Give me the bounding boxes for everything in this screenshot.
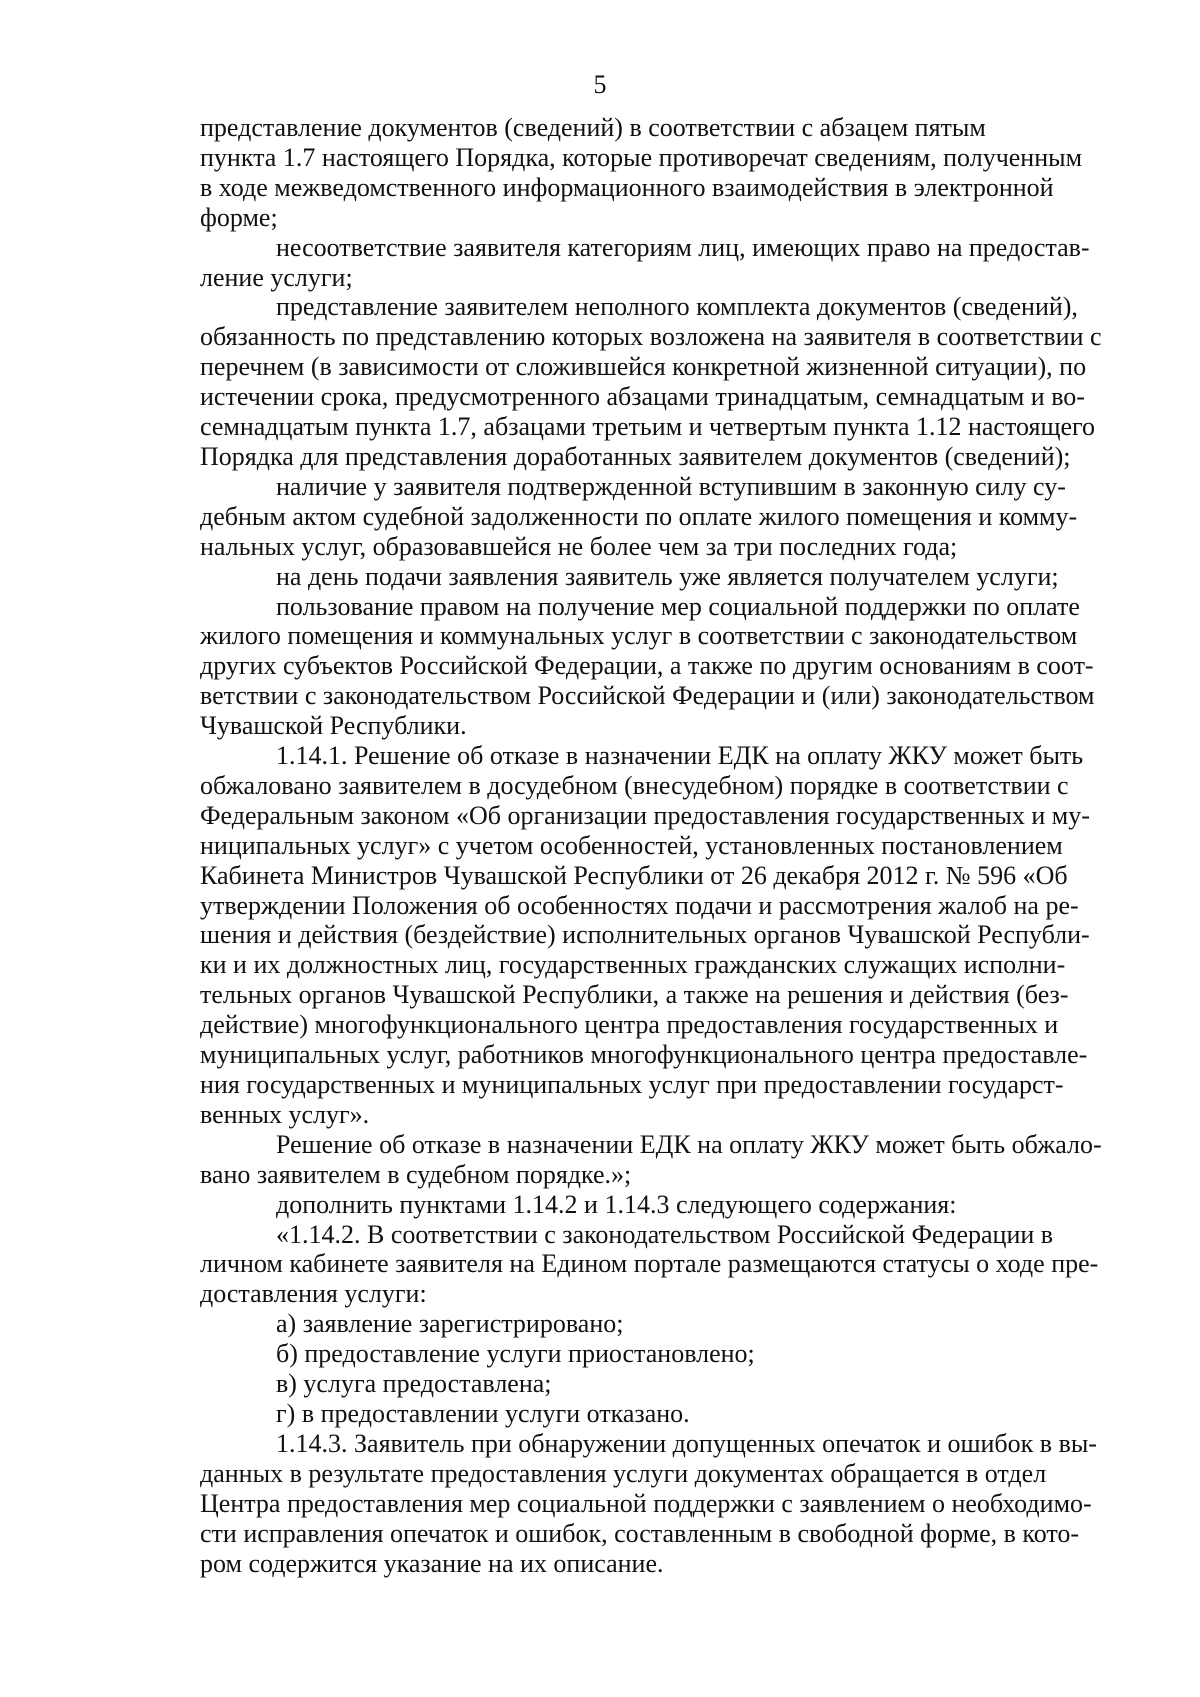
paragraph: 1.14.1. Решение об отказе в назначении ЕДК на оплату ЖКУ может быть обжаловано заявителем в досудебном (внесудебном) порядке в соответствии с Федеральным законом «Об организации предоставления государственных и му- ниципальных услуг» с учетом особенностей, установленных постановлением Кабинета Министров Чувашской Республики от 26 декабря 2012 г. № 596 «Об утверждении Положения об особенностях подачи и рассмотрения жалоб на ре- шения и действия (бездействие) исполнительных органов Чувашской Республи- ки и их должностных лиц, государственных гражданских служащих исполни- тельных органов Чувашской Республики, а также на решения и действия (без- действие) многофункционального центра предоставления государственных и муниципальных услуг, работников многофункционального центра предоставле- ния государственных и муниципальных услуг при предоставлении государст- венных услуг». xyxy=(200,741,1090,1129)
paragraph: 1.14.3. Заявитель при обнаружении допущенных опечаток и ошибок в вы- данных в результате предоставления услуги документах обращается в отдел Центра предоставления мер социальной поддержки с заявлением о необходимо- сти исправления опечаток и ошибок, составленным в свободной форме, в кото- ром содержится указание на их описание. xyxy=(200,1428,1097,1578)
paragraph: несоответствие заявителя категориям лиц, имеющих право на предостав- ление услуги; xyxy=(200,232,1090,292)
paragraph: Решение об отказе в назначении ЕДК на оплату ЖКУ может быть обжало- вано заявителем в судебном порядке.»; xyxy=(200,1129,1102,1189)
list-item: б) предоставление услуги приостановлено; xyxy=(276,1339,755,1369)
paragraph: пользование правом на получение мер социальной поддержки по оплате жилого помещения и коммунальных услуг в соответствии с законодательством других субъектов Российской Федерации, а также по другим основаниям в соот- ветствии с законодательством Российской Федерации и (или) законодательством Чувашской Республики. xyxy=(200,591,1095,741)
paragraph: представление документов (сведений) в соответствии с абзацем пятым пункта 1.7 настоящего Порядка, которые противоречат сведениям, полученным в ходе межведомственного информационного взаимодействия в электронной форме; xyxy=(200,113,1083,232)
paragraph: дополнить пунктами 1.14.2 и 1.14.3 следующего содержания: xyxy=(276,1189,957,1219)
page-number: 5 xyxy=(593,70,607,99)
paragraph: на день подачи заявления заявитель уже является получателем услуги; xyxy=(276,561,1059,591)
paragraph: представление заявителем неполного комплекта документов (сведений), обязанность по представлению которых возложена на заявителя в соответствии с перечнем (в зависимости от сложившейся конкретной жизненной ситуации), по истечении срока, предусмотренного абзацами тринадцатым, семнадцатым и во- семнадцатым пункта 1.7, абзацами третьим и четвертым пункта 1.12 настоящего Порядка для представления доработанных заявителем документов (сведений); xyxy=(200,292,1102,471)
paragraph: «1.14.2. В соответствии с законодательством Российской Федерации в личном кабинете заявителя на Едином портале размещаются статусы о ходе пре- доставления услуги: xyxy=(200,1219,1099,1309)
document-body xyxy=(200,113,1120,1578)
list-item: а) заявление зарегистрировано; xyxy=(276,1309,624,1339)
list-item: в) услуга предоставлена; xyxy=(276,1369,552,1399)
paragraph: наличие у заявителя подтвержденной вступившим в законную силу су- дебным актом судебной задолженности по оплате жилого помещения и комму- нальных услуг, образовавшейся не более чем за три последних года; xyxy=(200,471,1078,561)
list-item: г) в предоставлении услуги отказано. xyxy=(276,1398,690,1428)
